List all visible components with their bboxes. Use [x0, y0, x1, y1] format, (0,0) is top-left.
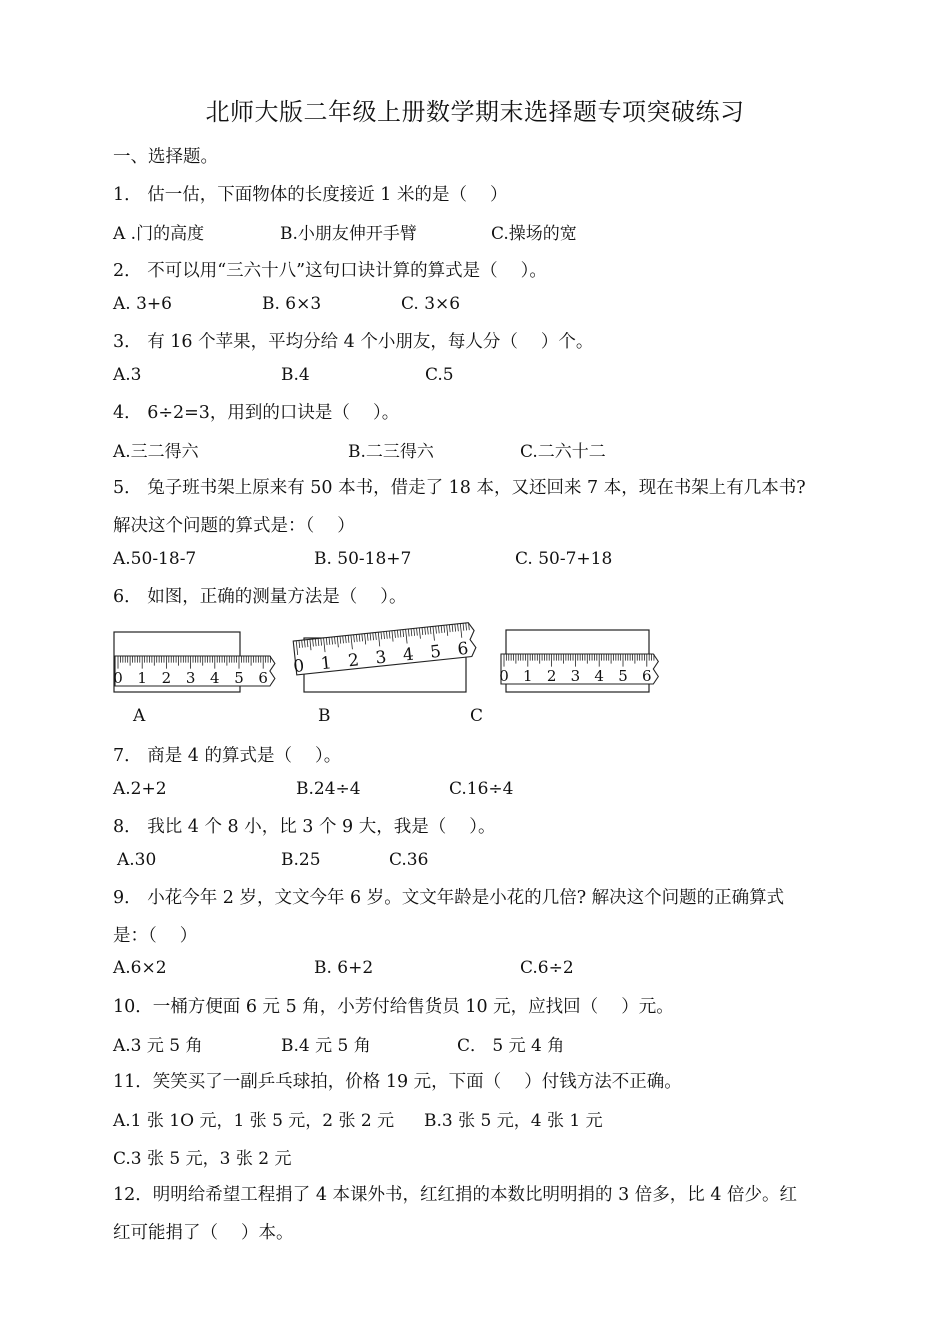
option-a: A.2+2	[113, 779, 167, 799]
ruler-tick-label: 0	[113, 669, 123, 687]
ruler-tick-label: 2	[161, 669, 172, 687]
ruler-tick-label: 5	[429, 641, 443, 663]
question-11: 11．笑笑买了一副乒乓球拍，价格 19 元，下面（ ）付钱方法不正确。	[113, 1072, 682, 1092]
ruler-tick-label: 4	[210, 669, 220, 687]
ruler-tick-label: 4	[401, 644, 415, 666]
option-b: B. 50-18+7	[314, 549, 412, 569]
ruler-tick-label: 3	[570, 667, 581, 685]
question-5-options	[113, 549, 853, 573]
option-b: B.3 张 5 元，4 张 1 元	[424, 1111, 603, 1131]
question-3: 3． 有 16 个苹果，平均分给 4 个小朋友，每人分（ ）个。	[113, 332, 594, 352]
ruler-tick-label: 1	[523, 667, 533, 685]
option-a: A.3	[113, 365, 142, 385]
ruler-tick-label: 1	[319, 653, 333, 675]
option-a: A. 3+6	[113, 294, 172, 314]
option-a: A.三二得六	[113, 442, 199, 462]
option-c: C.3 张 5 元，3 张 2 元	[113, 1149, 292, 1169]
ruler-tick-label: 3	[374, 647, 388, 669]
question-2: 2． 不可以用“三六十八”这句口诀计算的算式是（ ）。	[113, 261, 547, 281]
option-c: C. 50-7+18	[515, 549, 613, 569]
ruler-tick-label: 4	[594, 667, 604, 685]
option-c: C． 5 元 4 角	[457, 1036, 565, 1056]
option-b: B.25	[281, 850, 321, 870]
question-10: 10．一桶方便面 6 元 5 角，小芳付给售货员 10 元，应找回（ ）元。	[113, 997, 674, 1017]
option-a: A.3 元 5 角	[113, 1036, 203, 1056]
option-b: B.小朋友伸开手臂	[280, 224, 417, 244]
ruler-tick-label: 0	[499, 667, 509, 685]
page-title: 北师大版二年级上册数学期末选择题专项突破练习	[205, 98, 745, 126]
option-c: C.16÷4	[449, 779, 514, 799]
question-7-options	[113, 779, 853, 803]
option-c: C.操场的宽	[491, 224, 577, 244]
question-1-options	[113, 219, 853, 243]
ruler-diagrams	[110, 618, 680, 708]
option-c: C.6÷2	[520, 958, 574, 978]
question-8: 8． 我比 4 个 8 小，比 3 个 9 大，我是（ ）。	[113, 817, 496, 837]
figure-label-a: A	[133, 706, 146, 726]
question-9-options	[113, 958, 853, 982]
question-9-continued: 是：（ ）	[113, 926, 198, 946]
question-7: 7． 商是 4 的算式是（ ）。	[113, 746, 342, 766]
section-heading: 一、选择题。	[113, 147, 218, 167]
option-a: A.1 张 1O 元，1 张 5 元，2 张 2 元	[113, 1111, 395, 1131]
figure-label-c: C	[470, 706, 484, 726]
question-11-options	[113, 1106, 853, 1130]
ruler-figure-a	[113, 632, 275, 692]
ruler-tick-label: 0	[292, 656, 306, 678]
question-12-continued: 红可能捐了（ ）本。	[113, 1223, 294, 1243]
question-4-options	[113, 437, 853, 461]
ruler-tick-label: 3	[185, 669, 196, 687]
ruler-figure-c	[499, 630, 658, 692]
question-6: 6． 如图，正确的测量方法是（ ）。	[113, 587, 407, 607]
option-a: A.6×2	[113, 958, 167, 978]
question-8-options	[113, 850, 853, 874]
ruler-tick-label: 1	[137, 669, 147, 687]
measurement-figure	[110, 618, 680, 708]
ruler-tick-label: 6	[456, 638, 470, 660]
ruler-tick-label: 2	[546, 667, 557, 685]
option-c: C. 3×6	[401, 294, 461, 314]
ruler-tick-label: 6	[642, 667, 652, 685]
question-5-continued: 解决这个问题的算式是：（ ）	[113, 516, 355, 536]
option-b: B. 6+2	[314, 958, 374, 978]
ruler-tick-label: 6	[258, 669, 268, 687]
question-3-options	[113, 365, 853, 389]
question-2-options	[113, 294, 853, 318]
option-a: A .门的高度	[113, 224, 205, 244]
question-1: 1． 估一估，下面物体的长度接近 1 米的是（ ）	[113, 185, 508, 205]
option-c: C.二六十二	[520, 442, 606, 462]
question-10-options	[113, 1031, 853, 1055]
figure-label-b: B	[318, 706, 331, 726]
option-b: B.4	[281, 365, 310, 385]
option-b: B. 6×3	[262, 294, 322, 314]
question-11-options-continued	[113, 1144, 853, 1168]
option-a: A.30	[117, 850, 157, 870]
question-12: 12．明明给希望工程捐了 4 本课外书，红红捐的本数比明明捐的 3 倍多，比 4 倍少。红	[113, 1185, 798, 1205]
question-9: 9． 小花今年 2 岁，文文今年 6 岁。文文年龄是小花的几倍? 解决这个问题的正确算式	[113, 888, 785, 908]
option-b: B.24÷4	[296, 779, 361, 799]
option-b: B.二三得六	[348, 442, 434, 462]
option-a: A.50-18-7	[113, 549, 197, 569]
question-4: 4． 6÷2=3，用到的口诀是（ ）。	[113, 403, 400, 423]
option-c: C.36	[389, 850, 429, 870]
question-5: 5． 兔子班书架上原来有 50 本书，借走了 18 本，又还回来 7 本，现在书架上有几本书?	[113, 478, 806, 498]
option-c: C.5	[425, 365, 454, 385]
ruler-tick-label: 2	[347, 650, 361, 672]
option-b: B.4 元 5 角	[281, 1036, 371, 1056]
ruler-figure-b	[291, 622, 477, 692]
ruler-tick-label: 5	[618, 667, 628, 685]
ruler-tick-label: 5	[234, 669, 244, 687]
